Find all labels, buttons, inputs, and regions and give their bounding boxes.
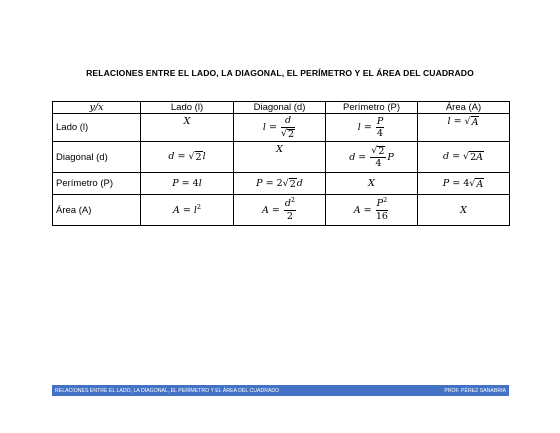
cell-lado-lado: X <box>141 114 234 142</box>
table-row-diagonal <box>53 142 510 173</box>
cell-perimetro-perimetro: X <box>326 173 418 195</box>
row-header-perimetro: Perímetro (P) <box>53 173 141 195</box>
cell-lado-perimetro: l = $\frac{P}{4}$ <box>326 114 418 142</box>
table-row-area <box>53 195 510 226</box>
column-header-perimetro: Perímetro (P) <box>326 102 418 114</box>
header-row <box>53 102 510 114</box>
cell-lado-area: l = √ A <box>418 114 510 142</box>
row-header-area: Área (A) <box>53 195 141 226</box>
cell-diagonal-lado: d = √ 2 l <box>141 142 234 173</box>
table-row-lado <box>53 114 510 142</box>
cell-area-area: X <box>418 195 510 226</box>
page-footer <box>52 385 509 396</box>
column-header-area: Área (A) <box>418 102 510 114</box>
relations-table <box>52 101 510 226</box>
footer-author: PROF. PÉREZ SANABRIA <box>444 387 506 394</box>
footer-title: RELACIONES ENTRE EL LADO, LA DIAGONAL, EL PERÍMETRO Y EL ÁREA DEL CUADRADO <box>55 387 280 394</box>
corner-header: y/x <box>53 102 141 114</box>
column-header-lado: Lado (l) <box>141 102 234 114</box>
row-header-lado: Lado (l) <box>53 114 141 142</box>
cell-perimetro-lado: P = 4l <box>141 173 234 195</box>
document-title: RELACIONES ENTRE EL LADO, LA DIAGONAL, EL PERÍMETRO Y EL ÁREA DEL CUADRADO <box>86 68 474 78</box>
cell-diagonal-diagonal: X <box>234 142 326 173</box>
cell-lado-diagonal: l = d √ 2 <box>234 114 326 142</box>
cell-diagonal-perimetro: d = √ 2 4 P <box>326 142 418 173</box>
cell-perimetro-diagonal: P = 2 √ 2 d <box>234 173 326 195</box>
cell-diagonal-area: d = √ 2A <box>418 142 510 173</box>
column-header-diagonal: Diagonal (d) <box>234 102 326 114</box>
cell-perimetro-area: P = 4 √ A <box>418 173 510 195</box>
cell-area-perimetro: A = $\frac{P^2}{16}$ <box>326 195 418 226</box>
row-header-diagonal: Diagonal (d) <box>53 142 141 173</box>
cell-area-lado: $A = l^2$ <box>141 195 234 226</box>
cell-area-diagonal: A = $\frac{d^2}{2}$ <box>234 195 326 226</box>
table-row-perimetro <box>53 173 510 195</box>
